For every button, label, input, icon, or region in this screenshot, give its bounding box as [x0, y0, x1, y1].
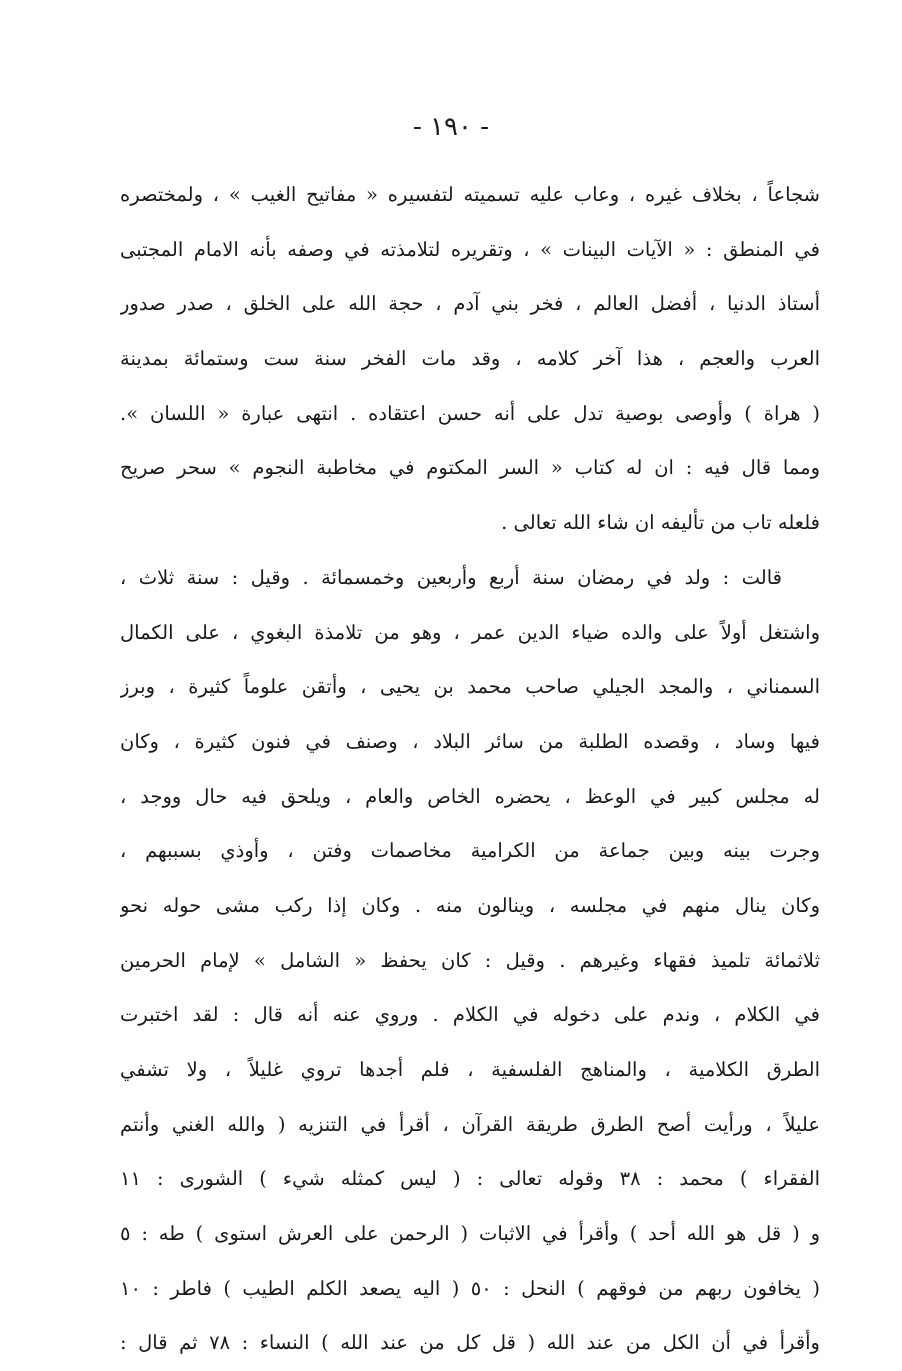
text-line: ومما قال فيه : ان له كتاب « السر المكتوم في مخاطبة النجوم » سحر صريح: [120, 456, 820, 480]
text-line: أستاذ الدنيا ، أفضل العالم ، فخر بني آدم ، حجة الله على الخلق ، صدر صدور: [120, 292, 820, 316]
text-line: قالت : ولد في رمضان سنة أربع وأربعين وخمسمائة . وقيل : سنة ثلاث ،: [120, 565, 782, 589]
text-line: وكان ينال منهم في مجلسه ، وينالون منه . وكان إذا ركب مشى حوله نحو: [120, 893, 820, 917]
text-line: العرب والعجم ، هذا آخر كلامه ، وقد مات الفخر سنة ست وستمائة بمدينة: [120, 347, 820, 371]
body-text: [120, 168, 820, 1371]
text-line: شجاعاً ، بخلاف غيره ، وعاب عليه تسميته لتفسيره « مفاتيح الغيب » ، ولمختصره: [120, 183, 820, 206]
text-line: ( يخافون ربهم من فوقهم ) النحل : ٥٠ ( اليه يصعد الكلم الطيب ) فاطر : ١٠: [120, 1276, 820, 1300]
text-line: عليلاً ، ورأيت أصح الطرق طريقة القرآن ، أقرأ في التنزيه ( والله الغني وأنتم: [120, 1112, 820, 1136]
text-line: وجرت بينه وبين جماعة من الكرامية مخاصمات وفتن ، وأوذي بسببهم ،: [120, 839, 820, 863]
text-line: السمناني ، والمجد الجيلي صاحب محمد بن يحيى ، وأتقن علوماً كثيرة ، وبرز: [120, 675, 820, 699]
text-line: الطرق الكلامية ، والمناهج الفلسفية ، فلم أجدها تروي غليلاً ، ولا تشفي: [120, 1058, 820, 1081]
text-line: ( هراة ) وأوصى بوصية تدل على أنه حسن اعتقاده . انتهى عبارة « اللسان ».: [120, 401, 820, 425]
text-line: الفقراء ) محمد : ٣٨ وقوله تعالى : ( ليس كمثله شيء ) الشورى : ١١: [120, 1167, 820, 1191]
text-line: له مجلس كبير في الوعظ ، يحضره الخاص والعام ، ويلحق فيه حال ووجد ،: [120, 784, 820, 808]
text-line: و ( قل هو الله أحد ) وأقرأ في الاثبات ( الرحمن على العرش استوى ) طه : ٥: [120, 1222, 820, 1246]
text-line: فلعله تاب من تأليفه ان شاء الله تعالى .: [501, 511, 820, 535]
text-line: في الكلام ، وندم على دخوله في الكلام . وروي عنه أنه قال : لقد اختبرت: [120, 1003, 820, 1027]
text-line: في المنطق : « الآيات البينات » ، وتقريره لتلامذته في وصفه بأنه الامام المجتبى: [120, 237, 820, 261]
text-line: وأقرأ في أن الكل من عند الله ( قل كل من عند الله ) النساء : ٧٨ ثم قال :: [120, 1331, 820, 1355]
text-line: ثلاثمائة تلميذ فقهاء وغيرهم . وقيل : كان يحفظ « الشامل » لإمام الحرمين: [120, 948, 820, 972]
text-line: فيها وساد ، وقصده الطلبة من سائر البلاد ، وصنف في فنون كثيرة ، وكان: [120, 729, 820, 753]
page-number: - ١٩٠ -: [412, 112, 490, 142]
text-line: واشتغل أولاً على والده ضياء الدين عمر ، وهو من تلامذة البغوي ، على الكمال: [120, 620, 820, 644]
